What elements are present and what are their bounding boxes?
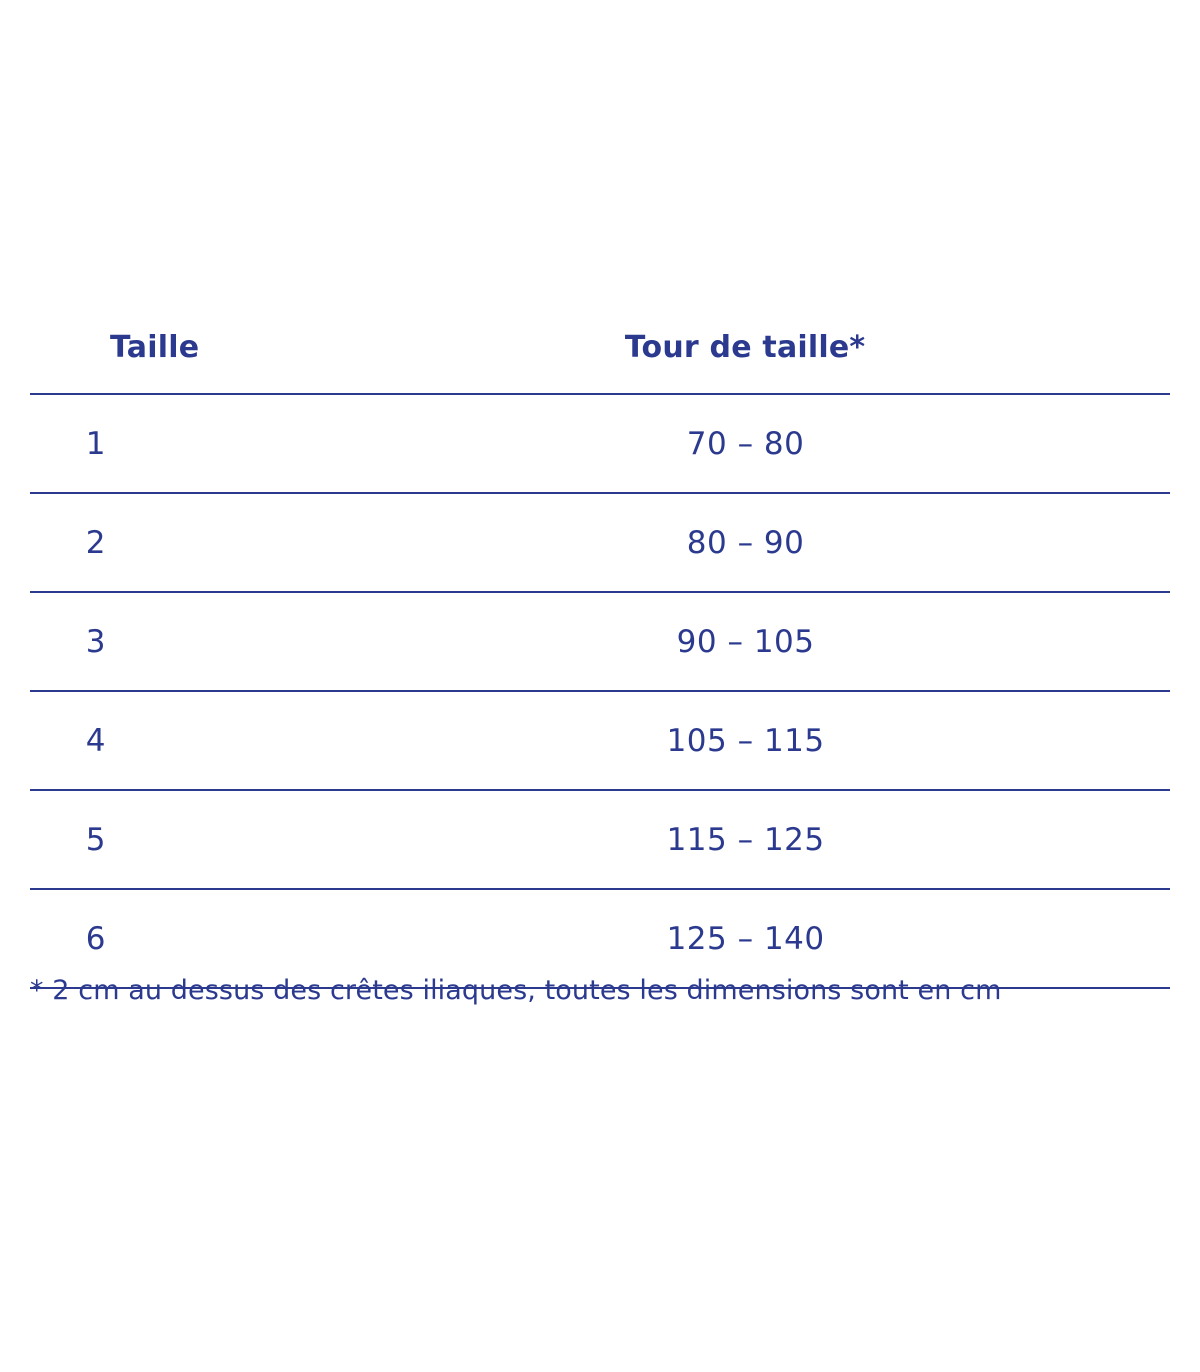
cell-size: 3 bbox=[85, 623, 106, 660]
table-header-row bbox=[30, 330, 1170, 394]
cell-size: 6 bbox=[85, 920, 106, 957]
table-row bbox=[30, 592, 1170, 691]
column-header-waist: Tour de taille* bbox=[624, 330, 866, 365]
size-table bbox=[30, 330, 1170, 989]
column-header-size: Taille bbox=[110, 330, 200, 365]
table-row bbox=[30, 394, 1170, 493]
table-header bbox=[30, 330, 1170, 394]
cell-waist: 125 – 140 bbox=[666, 920, 825, 957]
cell-waist: 115 – 125 bbox=[666, 821, 825, 858]
cell-waist: 80 – 90 bbox=[686, 524, 805, 561]
table-row bbox=[30, 790, 1170, 889]
cell-size: 2 bbox=[85, 524, 106, 561]
size-table-container bbox=[30, 330, 1170, 989]
table-row bbox=[30, 493, 1170, 592]
cell-waist: 70 – 80 bbox=[686, 425, 805, 462]
table-body bbox=[30, 394, 1170, 988]
cell-waist: 90 – 105 bbox=[676, 623, 815, 660]
cell-size: 5 bbox=[85, 821, 106, 858]
cell-waist: 105 – 115 bbox=[666, 722, 825, 759]
table-row bbox=[30, 889, 1170, 988]
table-footnote: * 2 cm au dessus des crêtes iliaques, toutes les dimensions sont en cm bbox=[30, 975, 1002, 1006]
cell-size: 4 bbox=[85, 722, 106, 759]
cell-size: 1 bbox=[85, 425, 106, 462]
table-row bbox=[30, 691, 1170, 790]
